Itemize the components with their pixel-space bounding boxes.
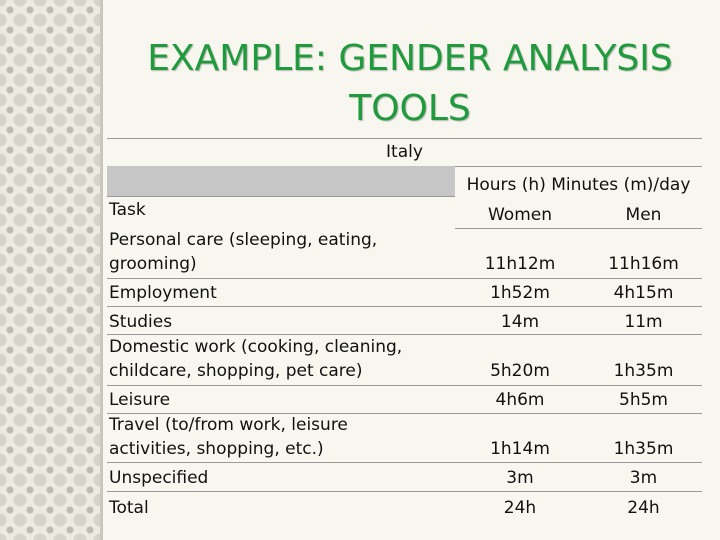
task-label-cont: grooming)	[109, 254, 197, 274]
border-divider	[100, 0, 103, 540]
table-rule	[107, 278, 702, 279]
men-value: 4h15m	[613, 283, 674, 303]
task-label: Unspecified	[109, 468, 209, 488]
header-shade	[107, 166, 455, 196]
table-rule	[107, 491, 702, 492]
task-label-cont: childcare, shopping, pet care)	[109, 361, 363, 381]
table-rule	[107, 385, 702, 386]
task-label: Employment	[109, 283, 217, 303]
table-rule	[107, 462, 702, 463]
task-column-header: Task	[109, 200, 146, 220]
task-label: Leisure	[109, 390, 171, 410]
table-rule	[455, 228, 702, 229]
men-value: 3m	[629, 468, 658, 488]
table-rule	[107, 196, 455, 197]
table-rule	[107, 306, 702, 307]
table-top-border	[107, 138, 702, 139]
women-value: 3m	[506, 468, 534, 488]
men-value: 11m	[624, 312, 663, 332]
women-value: 24h	[503, 498, 537, 518]
task-label-cont: activities, shopping, etc.)	[109, 439, 324, 459]
task-label: Personal care (sleeping, eating,	[109, 230, 378, 250]
men-value: 1h35m	[613, 439, 674, 459]
slide-title-line-2: TOOLS	[349, 88, 471, 129]
men-value: 1h35m	[613, 361, 674, 381]
task-label: Domestic work (cooking, cleaning,	[109, 337, 403, 357]
task-label: Total	[109, 498, 149, 518]
women-column-header: Women	[487, 205, 552, 225]
slide-title-line-1: EXAMPLE: GENDER ANALYSIS	[147, 38, 673, 79]
women-value: 11h12m	[484, 254, 556, 274]
group-header: Hours (h) Minutes (m)/day	[466, 175, 691, 195]
decorative-border	[0, 0, 100, 540]
women-value: 1h52m	[490, 283, 550, 303]
task-label: Travel (to/from work, leisure	[109, 415, 348, 435]
women-value: 1h14m	[490, 439, 550, 459]
men-value: 5h5m	[619, 390, 668, 410]
women-value: 5h20m	[490, 361, 550, 381]
men-value: 24h	[627, 498, 660, 518]
slide-title	[110, 34, 710, 134]
women-value: 4h6m	[495, 390, 545, 410]
men-column-header: Men	[625, 205, 662, 225]
data-table	[107, 138, 702, 520]
table-caption: Italy	[386, 142, 423, 162]
women-value: 14m	[500, 312, 540, 332]
men-value: 11h16m	[608, 254, 679, 274]
task-label: Studies	[109, 312, 173, 332]
